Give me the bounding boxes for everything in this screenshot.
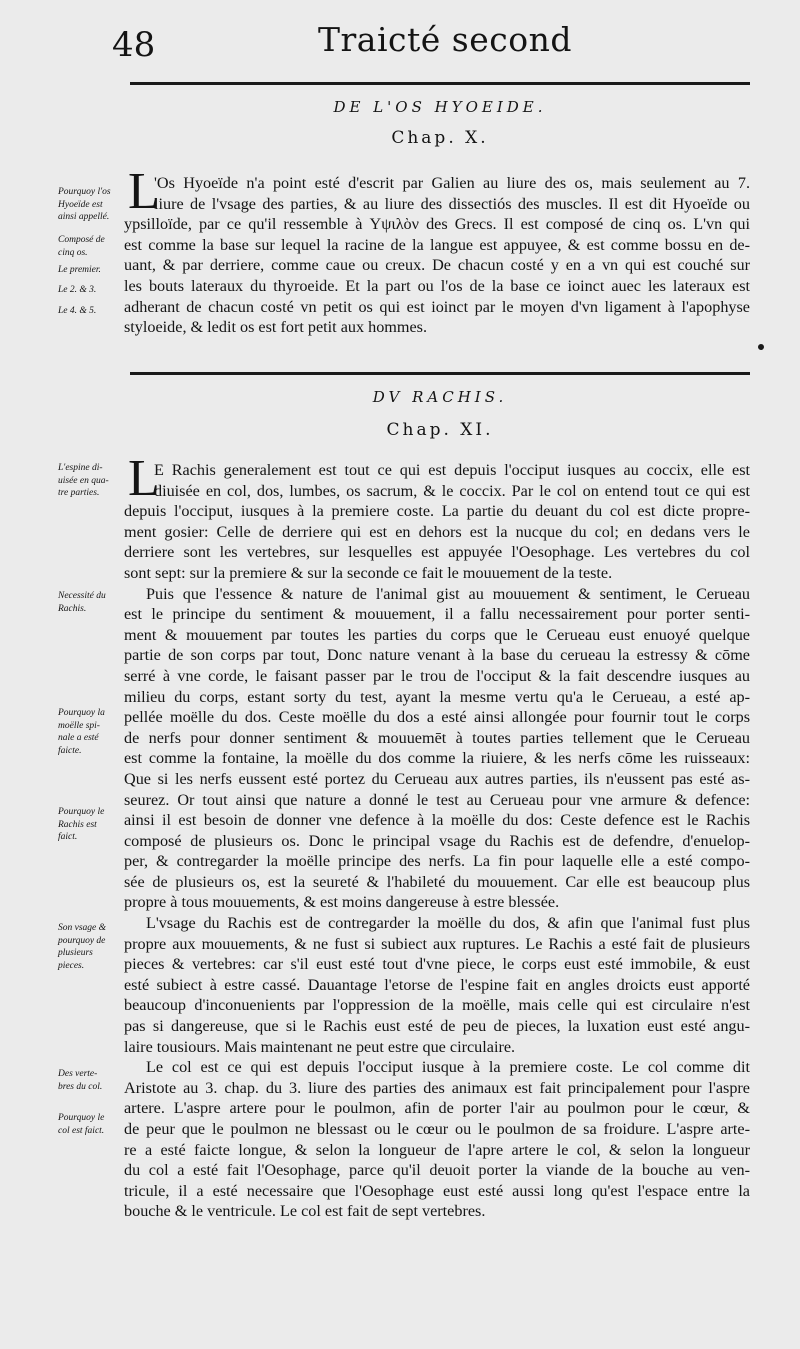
text-line: Le col est ce qui est depuis l'occiput iusque à la premiere coste. Le col comme dit [146,1058,750,1077]
margin-note: Pourquoy le Rachis est faict. [58,807,105,842]
text-line: depuis l'occiput, iusques à la premiere coste. La partie du deuant du col est dicte propre- [124,502,750,521]
text-line: adherant de chacun costé vn petit os qui est ioinct par le moyen d'vn ligament à l'apophyse [124,297,750,316]
margin-note: Composé de cinq os. [58,235,105,258]
text-line: sont sept: sur la premiere & sur la seconde ce fait le mouuement de la teste. [124,563,613,582]
margin-note: Pourquoy le col est faict. [58,1113,105,1136]
text-line: est comme la fontaine, la moëlle du dos comme la riuiere, & les nerfs cōme les ruisseaux: [124,749,750,768]
text-line: re a esté faicte longue, & selon la longueur de l'apre artere le col, & selon la longueur [124,1140,750,1159]
text-line: diuisée en col, dos, lumbes, os sacrum, & le coccix. Par le col on entend tout ce qui est [154,481,750,500]
margin-note: Des verte- bres du col. [58,1069,103,1092]
text-line: pas si dangereuse, que si le Rachis eust esté de peu de pieces, la luxation eust esté angu- [124,1017,750,1036]
margin-note: Son vsage & pourquoy de plusieurs pieces. [58,923,107,971]
text-line: artere. L'aspre artere pour le poulmon, afin de porter l'air au poulmon pour le cœur, & [124,1099,750,1118]
text-line: styloeide, & ledit os est fort petit aux hommes. [124,318,428,337]
margin-note: Le 4. & 5. [58,306,97,316]
text-line: seurez. Or tout ainsi que nature a donné le test au Cerueau pour vne armure & defence: [124,790,750,809]
text-line: est comme la base sur lequel la racine de la langue est appuyee, & est comme bossu en de- [124,235,750,254]
text-line: propre aux mouuements, & ne fust si subiect aux ruptures. Le Rachis a esté fait de plusieurs [124,934,750,953]
text-line: propre à tous mouuements, & est moins dangereuse à estre blessée. [124,893,560,912]
chapter-heading-x: Chap. X. [391,128,489,148]
text-line: Puis que l'essence & nature de l'animal gist au mouuement & sentiment, le Cerueau [146,584,750,603]
text-line: est le principe du sentiment & mouuement, il a fallu necessairement pour porter senti- [124,605,750,624]
text-line: les bouts lateraux du thyroeide. Et la part ou l'os de la base ce ioinct auec les lateraux est [124,276,750,295]
section-body-rachis [124,460,750,1222]
text-line: E Rachis generalement est tout ce qui est depuis l'occiput iusques au coccix, elle est [154,461,750,479]
top-rule [130,82,750,85]
text-line: derriere sont les vertebres, sur lesquelles est appuyée l'Oesophage. Les vertebres du col [124,543,750,562]
text-line: ment gosier: Celle de derriere qui est en dehors est la nucque du col; en dedans vers le [124,522,750,541]
text-line: Que si les nerfs eussent esté portez du Cerueau aux autres parties, ils n'eussent pas esté as- [124,769,750,788]
text-line: liure de l'vsage des parties, & au liure des dissectiós des muscles. Il est dit Hyoeïde ou [154,194,750,213]
text-line: pellée moëlle du dos. Ceste moëlle du dos a esté ainsi allongée pour fournir tout le corps [124,708,750,727]
margin-note: Necessité du Rachis. [58,591,106,614]
section-rule [130,372,750,375]
text-line: du col a esté fait l'Oesophage, parce qu'il deuoit porter la viande de la bouche au ven- [124,1161,750,1180]
text-line: Aristote au 3. chap. du 3. liure des parties des animaux est fait principalement pour l'aspre [124,1078,750,1097]
text-line: serré à vne corde, le faisant passer par le trou de l'occiput & la fait descendre iusques au [124,666,750,685]
text-line: beaucoup d'inconuenients par l'oppression de la moëlle, mais celle qui est circulaire n'est [124,996,750,1015]
text-line: per, & contregarder la moëlle principe des nerfs. La fin pour laquelle elle a esté compo- [124,852,750,871]
text-line: uant, & par derriere, comme caue ou creux. De chacun costé y en a vn qui est couché sur [124,256,750,275]
text-line: partie de son corps par tout, Donc nature venant à la base du cerueau la estressy & cōme [124,646,750,665]
margin-note: L'espine di- uisée en qua- tre parties. [58,463,109,498]
text-line: de peur que le poulmon ne blessast ou le cœur ou le poulmon de sa froidure. L'aspre arte- [124,1120,750,1138]
margin-note: Le premier. [58,265,101,275]
text-line: tricule, il a esté necessaire que l'Oesophage eust esté aussi long qu'est l'espace entre la [124,1181,750,1200]
text-line: sée de plusieurs os, est la seureté & l'habileté du mouuement. Car elle est beaucoup plus [124,872,750,891]
margin-note: Pourquoy l'os Hyoeïde est ainsi appellé. [58,187,111,222]
running-title: Traicté second [318,20,572,59]
section-title-hyoeide: DE L'OS HYOEIDE. [333,98,547,116]
margin-note: Le 2. & 3. [58,285,97,295]
text-line: ainsi il est besoin de donner vne defence à la moëlle du dos: Ceste defence est le Rachis [124,811,750,830]
text-line: esté subiect à estre cassé. Dauantage l'etorse de l'espine fait en angles droicts eust apporté [124,975,750,994]
chapter-heading-xi: Chap. XI. [386,420,494,440]
drop-cap: L [128,450,160,507]
text-line: bouche & le ventricule. Le col est fait de sept vertebres. [124,1202,486,1221]
text-line: pieces & vertebres: car s'il eust esté tout d'vne piece, le corps eust esté immobile, & eust [124,955,750,974]
text-line: milieu du corps, estant sorty du test, ayant la mesme vertu qu'a le Cerueau, a esté ap- [124,687,750,706]
margin-note: Pourquoy la moëlle spi- nale a esté faicte. [58,708,105,756]
text-line: 'Os Hyoeïde n'a point esté d'escrit par Galien au liure des os, mais seulement au 7. [154,174,750,192]
ink-spot [758,344,764,350]
page-number: 48 [112,25,156,65]
text-line: laire tousiours. Mais maintenant ne peut estre que circulaire. [124,1037,516,1056]
text-line: composé de plusieurs os. Donc le principal vsage du Rachis est de defendre, d'enuelop- [124,831,750,850]
drop-cap: L [128,163,160,220]
text-line: de nerfs pour donner sentiment & mouuemēt à toutes parties tellement que le Cerueau [124,728,750,747]
text-line: ypsilloïde, par ce qu'il ressemble à Υψιλὸν des Grecs. Il est composé de cinq os. L'vn qui [124,215,750,234]
section-body-hyoeide [124,173,750,338]
section-title-rachis: DV RACHIS. [372,388,508,406]
text-line: L'vsage du Rachis est de contregarder la moëlle du dos, & afin que l'animal fust plus [146,914,750,933]
text-line: ment & mouuement par toutes les parties du corps que le Cerueau eust enuoyé quelque [124,625,750,644]
